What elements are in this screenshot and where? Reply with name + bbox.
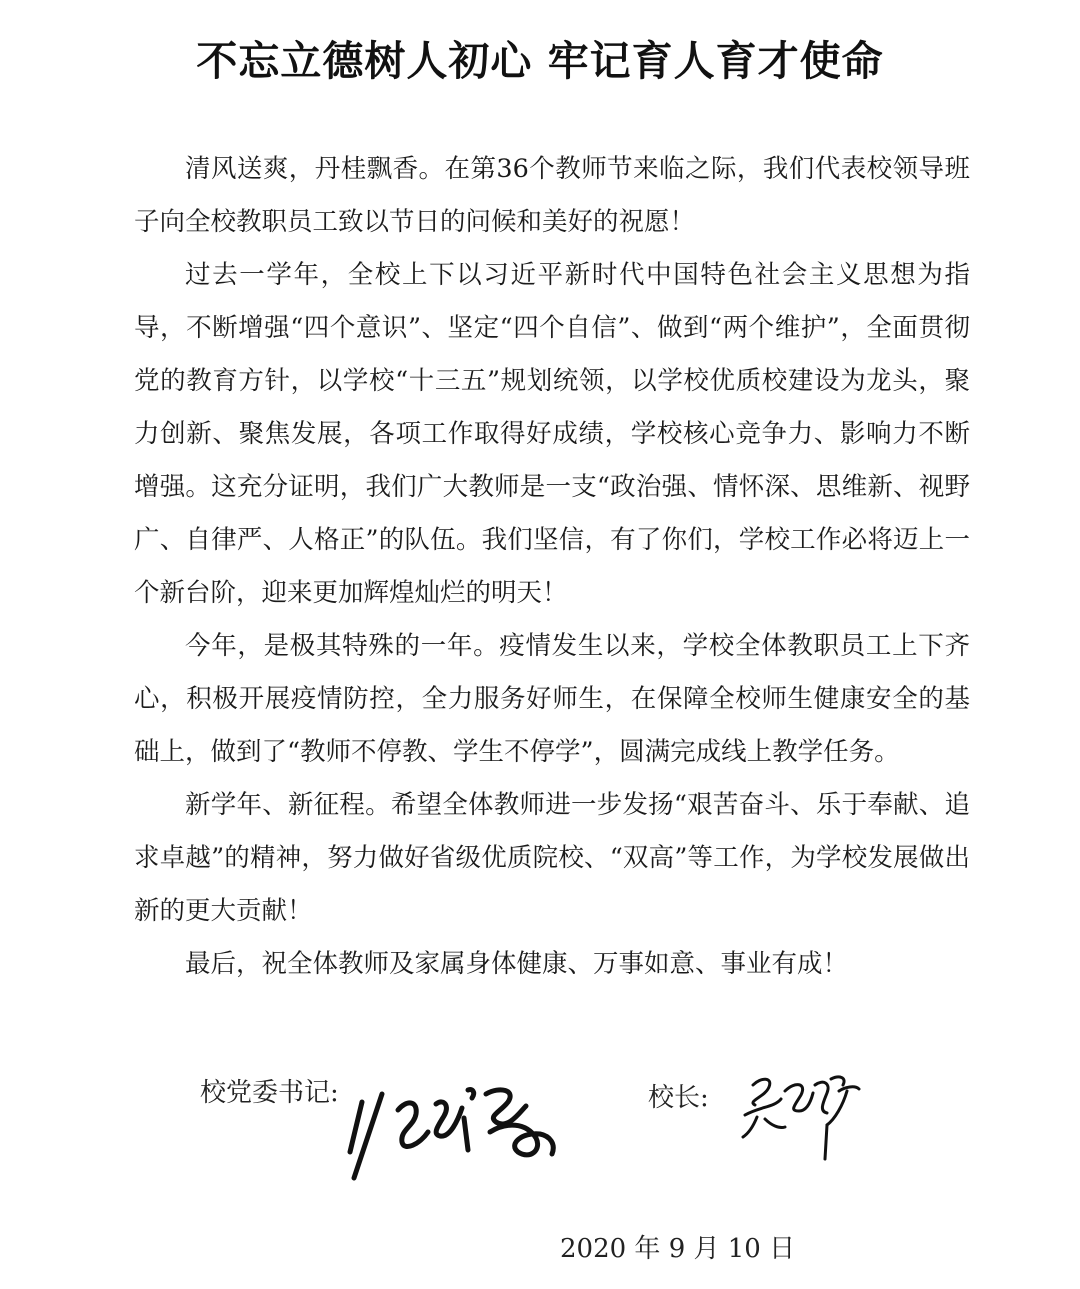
paragraph-closing: 最后，祝全体教师及家属身体健康、万事如意、事业有成！ (185, 949, 849, 979)
paragraph-achievements: 过去一学年，全校上下以习近平新时代中国特色社会主义思想为指导，不断增强“四个意识”、坚定“四个自信”、做到“两个维护”，全面贯彻党的教育方针，以学校“十三五”规划统领，以学校优质校建设为龙头，聚力创新、聚焦发展，各项工作取得好成绩，学校核心竞争力、影响力不断增强。这充分证明，我们广大教师是一支“政治强、情怀深、思维新、视野广、自律严、人格正”的队伍。我们坚信，有了你们，学校工作必将迈上一个新台阶，迎来更加辉煌灿烂的明天！ (134, 260, 970, 608)
paragraph-new-year: 新学年、新征程。希望全体教师进一步发扬“艰苦奋斗、乐于奉献、追求卓越”的精神，努力做好省级优质院校、“双高”等工作，为学校发展做出新的更大贡献！ (134, 790, 970, 926)
paragraph-greeting: 清风送爽，丹桂飘香。在第36个教师节来临之际，我们代表校领导班子向全校教职员工致以节日的问候和美好的祝愿！ (134, 154, 970, 237)
paragraph-pandemic: 今年，是极其特殊的一年。疫情发生以来，学校全体教职员工上下齐心，积极开展疫情防控，全力服务好师生，在保障全校师生健康安全的基础上，做到了“教师不停教、学生不停学”，圆满完成线上教学任务。 (134, 631, 970, 767)
secretary-signature (340, 1060, 570, 1190)
president-signature (735, 1055, 875, 1170)
letter-date: 2020 年 9 月 10 日 (560, 1234, 796, 1264)
letter-title: 不忘立德树人初心 牢记育人育才使命 (196, 37, 884, 85)
letter-body (134, 143, 970, 991)
president-label: 校长: (648, 1083, 709, 1113)
secretary-label: 校党委书记: (200, 1078, 339, 1108)
